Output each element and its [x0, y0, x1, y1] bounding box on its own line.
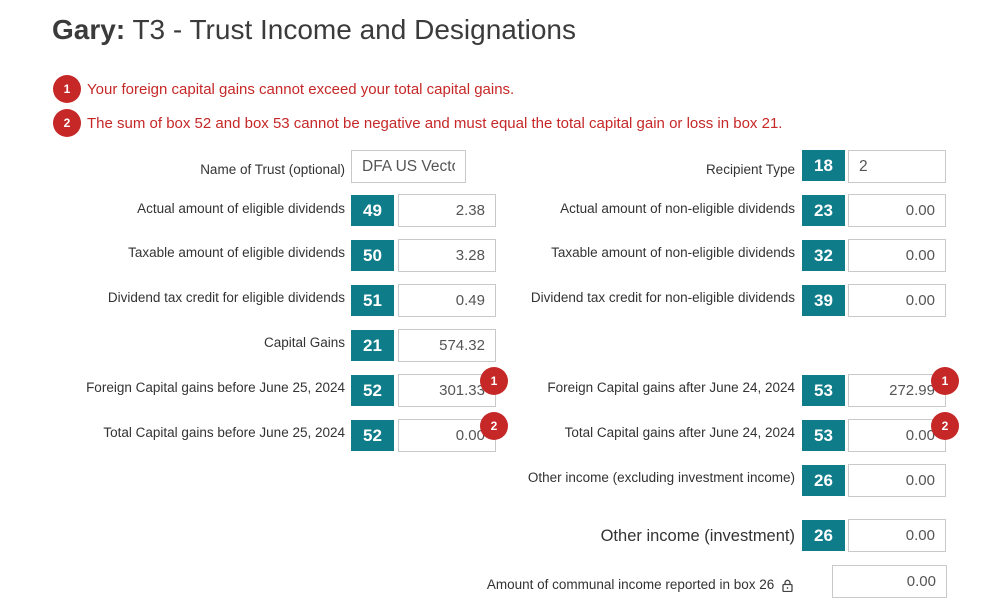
box-number: 53 [802, 420, 845, 451]
other-income-investment-input[interactable] [848, 519, 946, 552]
form-title: T3 - Trust Income and Designations [132, 14, 576, 45]
error-badge: 1 [931, 367, 959, 395]
error-number-badge: 2 [53, 109, 81, 137]
box-number: 26 [802, 465, 845, 496]
field-label: Dividend tax credit for non-eligible dividends [530, 290, 795, 305]
box-number: 50 [351, 240, 394, 271]
communal-income-input[interactable] [832, 565, 947, 598]
box-number: 39 [802, 285, 845, 316]
field-label: Total Capital gains before June 25, 2024 [103, 425, 345, 440]
field-label: Capital Gains [263, 335, 345, 350]
trust-name-label: Name of Trust (optional) [200, 162, 345, 177]
field-label: Actual amount of eligible dividends [137, 201, 345, 216]
box-number: 53 [802, 375, 845, 406]
non-eligible-dividends-taxable-input[interactable] [848, 239, 946, 272]
field-label: Foreign Capital gains after June 24, 2024 [547, 380, 795, 395]
lock-icon [782, 579, 793, 592]
other-income-excluding-investment-input[interactable] [848, 464, 946, 497]
error-message-1 [53, 75, 514, 103]
error-badge: 2 [931, 412, 959, 440]
box-number: 26 [802, 520, 845, 551]
error-badge: 1 [480, 367, 508, 395]
box-number: 51 [351, 285, 394, 316]
field-label: Actual amount of non-eligible dividends [560, 201, 795, 216]
field-label: Recipient Type [705, 162, 795, 177]
non-eligible-dividend-tax-credit-input[interactable] [848, 284, 946, 317]
box-number: 52 [351, 375, 394, 406]
recipient-type-input[interactable] [848, 150, 946, 183]
error-badge: 2 [480, 412, 508, 440]
field-label: Other income (excluding investment income) [527, 470, 795, 485]
error-message-2 [53, 109, 782, 137]
communal-income-label [448, 577, 793, 592]
box-number: 52 [351, 420, 394, 451]
client-name: Gary: [52, 14, 126, 45]
box-number: 49 [351, 195, 394, 226]
error-text: Your foreign capital gains cannot exceed your total capital gains. [87, 80, 515, 98]
error-number-badge: 1 [53, 75, 81, 103]
communal-income-label-text: Amount of communal income reported in box 26 [486, 577, 775, 592]
page-title [52, 14, 576, 46]
error-text: The sum of box 52 and box 53 cannot be negative and must equal the total capital gain or loss in box 21. [87, 114, 783, 132]
box-number: 21 [351, 330, 394, 361]
trust-name-input[interactable] [351, 150, 466, 183]
box-number: 32 [802, 240, 845, 271]
box-number: 18 [802, 150, 845, 181]
field-label: Other income (investment) [600, 527, 795, 545]
field-label: Dividend tax credit for eligible dividends [107, 290, 345, 305]
non-eligible-dividends-actual-input[interactable] [848, 194, 946, 227]
capital-gains-input[interactable] [398, 329, 496, 362]
field-label: Taxable amount of eligible dividends [128, 245, 345, 260]
field-label: Taxable amount of non-eligible dividends [551, 245, 795, 260]
box-number: 23 [802, 195, 845, 226]
field-label: Total Capital gains after June 24, 2024 [564, 425, 795, 440]
field-label: Foreign Capital gains before June 25, 2024 [86, 380, 345, 395]
